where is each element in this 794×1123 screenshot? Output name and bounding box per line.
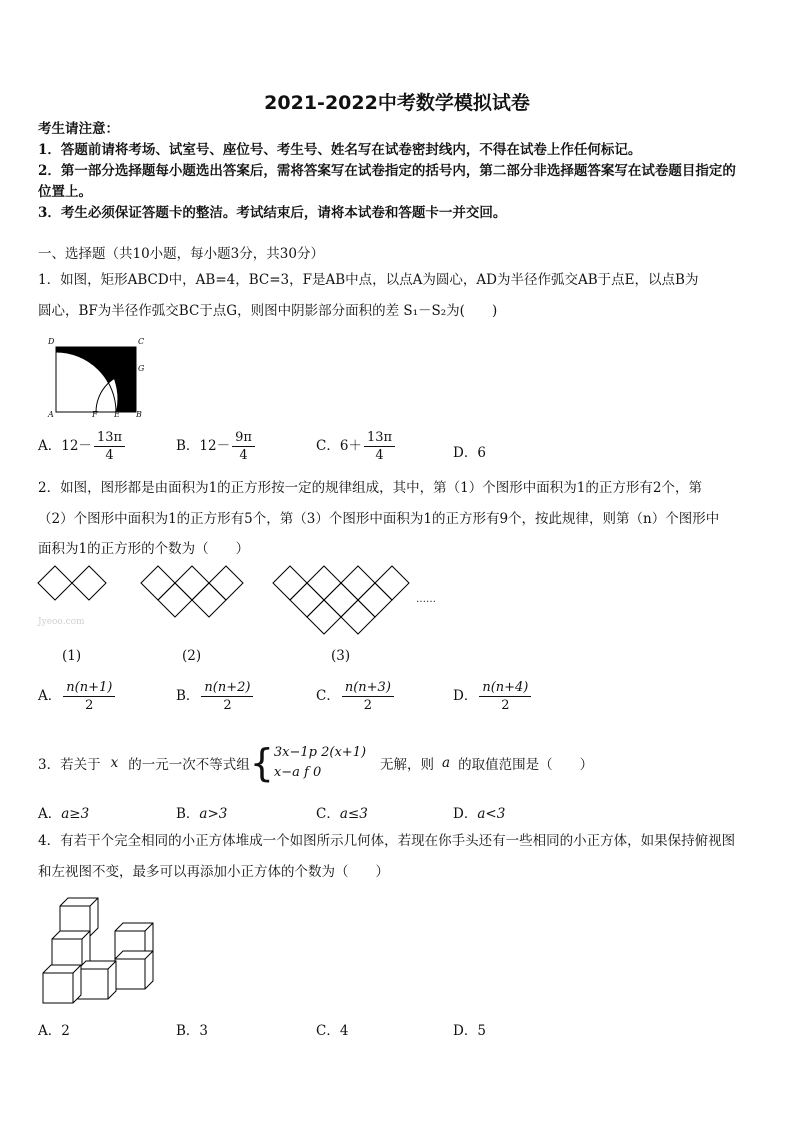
q2-ellipsis: …… — [416, 594, 436, 605]
option-fraction — [94, 430, 125, 463]
q3-var-a: a — [442, 755, 451, 771]
q1-option-c[interactable] — [316, 430, 395, 463]
q2-option-a[interactable] — [38, 680, 115, 713]
q4-option-b[interactable] — [176, 1019, 208, 1039]
option-text: a<3 — [477, 806, 506, 822]
fraction-denominator: 2 — [85, 698, 94, 713]
option-text: 2 — [61, 1023, 70, 1039]
notice-heading: 考生请注意： — [38, 121, 119, 137]
option-letter: B． — [176, 438, 200, 454]
option-prefix: 12－ — [199, 438, 231, 454]
q2-option-b[interactable] — [176, 680, 253, 713]
option-text: 4 — [339, 1023, 349, 1039]
q3-inequality-system — [274, 743, 366, 783]
q1-stem-line1: 1．如图，矩形ABCD中，AB=4，BC=3，F是AB中点，以点A为圆心，AD为半径作弧交AB于点E，以点B为 — [38, 272, 699, 288]
fraction-numerator: n(n+4) — [479, 680, 531, 697]
q1-label-b: B — [136, 410, 142, 419]
q1-label-e: E — [114, 410, 120, 419]
option-text: a≤3 — [339, 806, 368, 822]
q1-label-c: C — [138, 337, 145, 346]
q2-option-d[interactable] — [453, 680, 531, 713]
q3-option-c[interactable] — [316, 802, 368, 822]
q2-stem-line1: 2．如图，图形都是由面积为1的正方形按一定的规律组成，其中，第（1）个图形中面积为1的正方形有2个，第 — [38, 480, 702, 496]
notice-item-2-cont: 位置上。 — [38, 184, 92, 200]
option-prefix: 12－ — [61, 438, 92, 454]
fraction-denominator: 4 — [105, 448, 114, 463]
q3-text-post: 无解，则 — [380, 757, 435, 773]
q3-text-mid: 的一元一次不等式组 — [128, 757, 250, 773]
notice-item-1: 1．答题前请将考场、试室号、座位号、考生号、姓名写在试卷密封线内，不得在试卷上作任何标记。 — [38, 142, 642, 158]
fraction-numerator: n(n+1) — [63, 680, 115, 697]
fraction-numerator: 13π — [94, 430, 125, 447]
q1-label-a: A — [48, 410, 54, 419]
fraction-denominator: 2 — [223, 698, 232, 713]
q2-label-1: (1) — [62, 648, 82, 664]
option-fraction — [364, 430, 395, 463]
option-letter: B． — [176, 1023, 200, 1039]
q1-label-g: G — [138, 364, 145, 373]
option-letter: D． — [453, 688, 478, 704]
q3-option-b[interactable] — [176, 802, 227, 822]
q1-option-d[interactable] — [453, 441, 486, 461]
option-letter: A． — [38, 806, 62, 822]
option-fraction — [479, 680, 531, 713]
option-text: 5 — [477, 1023, 486, 1039]
q1-label-d: D — [48, 337, 55, 346]
fraction-denominator: 4 — [239, 448, 248, 463]
fraction-numerator: n(n+3) — [342, 680, 394, 697]
q1-stem-line2: 圆心，BF为半径作弧交BC于点G，则图中阴影部分面积的差 S₁－S₂为( ) — [38, 303, 498, 319]
option-fraction — [201, 680, 253, 713]
q4-option-a[interactable] — [38, 1019, 70, 1039]
q3-text-post2: 的取值范围是（ ） — [458, 757, 594, 773]
q2-label-3: (3) — [331, 648, 351, 664]
option-fraction — [232, 430, 255, 463]
q4-stem-line2: 和左视图不变，最多可以再添加小正方体的个数为（ ） — [38, 864, 389, 880]
page-title: 2021-2022中考数学模拟试卷 — [264, 92, 530, 114]
q4-option-d[interactable] — [453, 1019, 486, 1039]
option-text: a>3 — [199, 806, 228, 822]
q2-stem-line3: 面积为1的正方形的个数为（ ） — [38, 541, 250, 557]
option-letter: C． — [316, 688, 340, 704]
q1-option-b[interactable] — [176, 430, 255, 463]
option-letter: C． — [316, 438, 340, 454]
option-letter: A． — [38, 438, 62, 454]
q3-var-x: x — [110, 755, 119, 771]
q1-label-f: F — [92, 410, 98, 419]
fraction-denominator: 2 — [501, 698, 510, 713]
q2-watermark: Jyeoo.com — [38, 617, 85, 627]
q3-option-d[interactable] — [453, 802, 505, 822]
q4-option-c[interactable] — [316, 1019, 348, 1039]
q3-inequality-1: 3x−1p 2(x+1) — [273, 745, 367, 760]
option-letter: A． — [38, 1023, 62, 1039]
fraction-numerator: n(n+2) — [201, 680, 253, 697]
option-fraction — [342, 680, 394, 713]
q4-cube-stack — [40, 893, 165, 1008]
option-prefix: 6＋ — [339, 438, 362, 454]
option-letter: B． — [176, 806, 200, 822]
section-heading: 一、选择题（共10小题，每小题3分，共30分） — [38, 246, 324, 262]
q2-diamond-patterns — [38, 563, 418, 638]
notice-item-3: 3．考生必须保证答题卡的整洁。考试结束后，请将本试卷和答题卡一并交回。 — [38, 205, 507, 221]
q3-text-pre: 3．若关于 — [38, 757, 101, 773]
option-letter: D． — [453, 445, 478, 461]
q3-option-a[interactable] — [38, 802, 89, 822]
fraction-numerator: 13π — [364, 430, 395, 447]
q1-option-a[interactable] — [38, 430, 125, 463]
q3-inequality-2: x−a f 0 — [273, 765, 322, 780]
option-fraction — [63, 680, 115, 713]
notice-item-2: 2．第一部分选择题每小题选出答案后，需将答案写在试卷指定的括号内，第二部分非选择题答案写在试卷题目指定的 — [38, 163, 736, 179]
brace-icon: { — [249, 741, 274, 785]
q2-option-c[interactable] — [316, 680, 394, 713]
option-letter: D． — [453, 1023, 478, 1039]
option-letter: B． — [176, 688, 200, 704]
option-letter: C． — [316, 1023, 340, 1039]
q4-stem-line1: 4．有若干个完全相同的小正方体堆成一个如图所示几何体，若现在你手头还有一些相同的小正方体，如果保持俯视图 — [38, 833, 736, 849]
fraction-denominator: 2 — [363, 698, 373, 713]
fraction-denominator: 4 — [375, 448, 384, 463]
q2-label-2: (2) — [182, 648, 202, 664]
option-letter: A． — [38, 688, 62, 704]
option-letter: D． — [453, 806, 478, 822]
option-text: a≥3 — [61, 806, 90, 822]
q3-stem — [38, 742, 593, 784]
fraction-numerator: 9π — [232, 430, 255, 447]
option-prefix: 6 — [477, 445, 486, 461]
q2-stem-line2: （2）个图形中面积为1的正方形有5个，第（3）个图形中面积为1的正方形有9个，按此规律，则第（n）个图形中 — [38, 511, 720, 527]
option-text: 3 — [199, 1023, 209, 1039]
option-letter: C． — [316, 806, 340, 822]
